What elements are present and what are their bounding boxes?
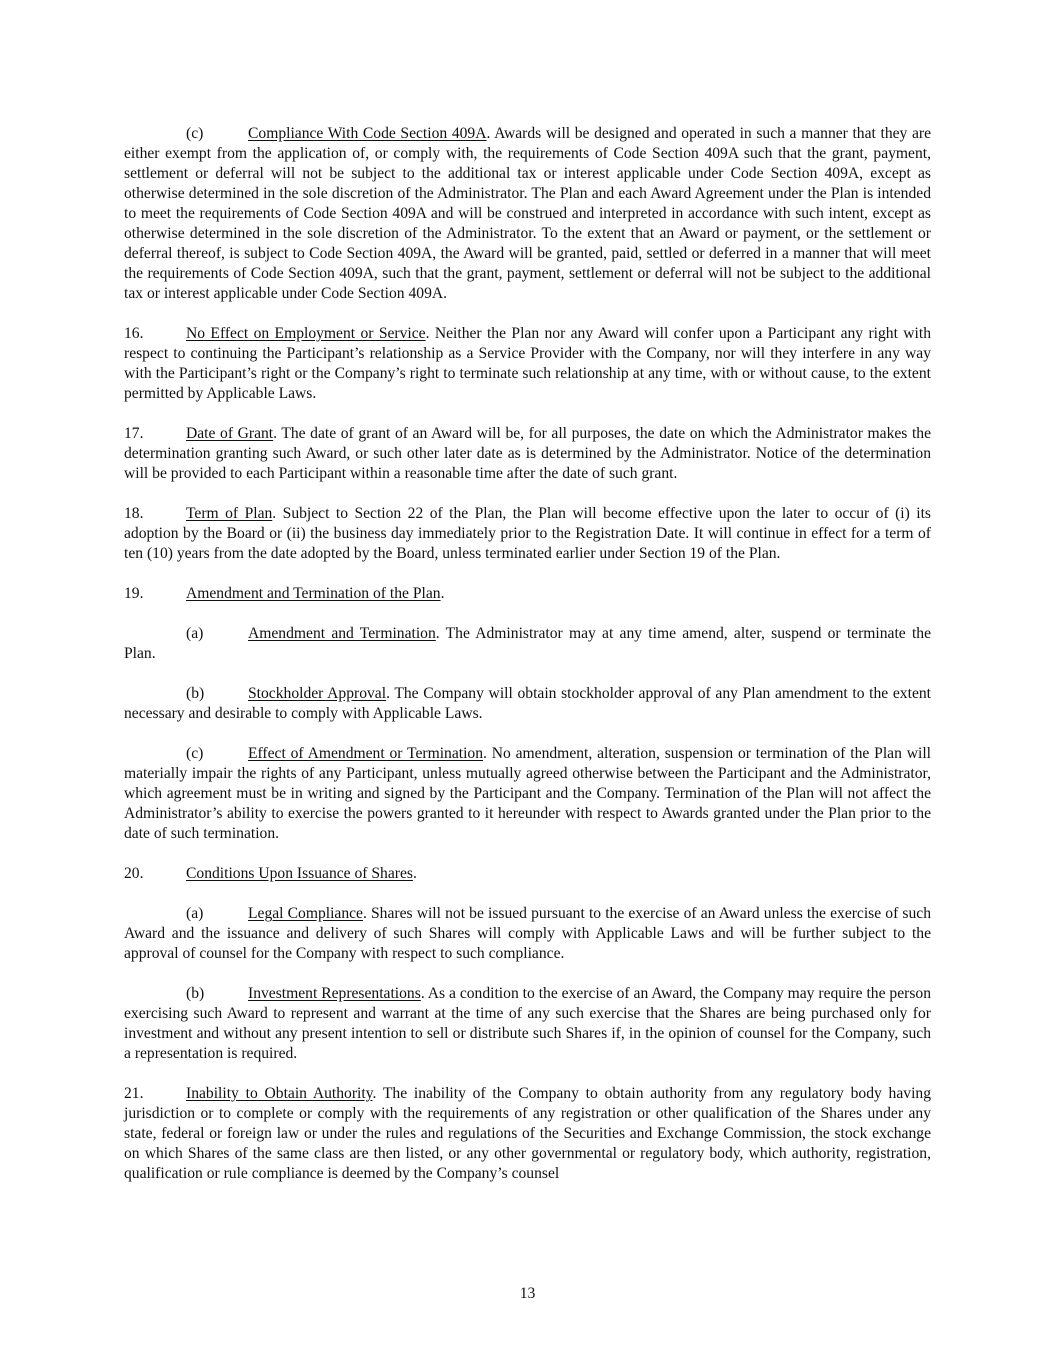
section-heading: Legal Compliance: [248, 905, 363, 922]
section-text: . As a condition to the exercise of an Award, the Company may require the person exercising such Award to represent and warrant at the time of any such exercise that the Shares are being purchased only for investment and without any present intention to sell or distribute such Shares if, in the opinion of counsel for the Company, such a representation is required.: [124, 985, 931, 1062]
section-number: (c): [186, 125, 204, 142]
section-heading: Investment Representations: [248, 985, 421, 1002]
section-heading: Amendment and Termination of the Plan: [186, 585, 441, 602]
section-number: (c): [186, 745, 204, 762]
section-text: . Awards will be designed and operated in such a manner that they are either exempt from the application of, or comply with, the requirements of Code Section 409A such that the grant, payment, settlement or deferral will not be subject to the additional tax or interest applicable under Code Section 409A, except as otherwise determined in the sole discretion of the Administrator. The Plan and each Award Agreement under the Plan is intended to meet the requirements of Code Section 409A and will be construed and interpreted in accordance with such intent, except as otherwise determined in the sole discretion of the Administrator. To the extent that an Award or payment, or the settlement or deferral thereof, is subject to Code Section 409A, the Award will be granted, paid, settled or deferred in a manner that will meet the requirements of Code Section 409A, such that the grant, payment, settlement or deferral will not be subject to the additional tax or interest applicable under Code Section 409A.: [124, 125, 931, 302]
section-15c-paragraph: [124, 124, 931, 304]
section-text: . The inability of the Company to obtain authority from any regulatory body having jurisdiction or to complete or comply with the requirements of any registration or other qualification of the Shares under any state, federal or foreign law or under the rules and regulations of the Securities and Exchange Commission, the stock exchange on which Shares of the same class are then listed, or any other governmental or regulatory body, which authority, registration, qualification or rule compliance is deemed by the Company’s counsel: [124, 1085, 931, 1182]
section-text: . The Company will obtain stockholder approval of any Plan amendment to the extent necessary and desirable to comply with Applicable Laws.: [124, 685, 931, 722]
section-heading: Inability to Obtain Authority: [186, 1085, 373, 1102]
section-number: (b): [186, 685, 205, 702]
section-text: .: [412, 865, 417, 882]
section-number: (a): [186, 905, 204, 922]
section-text: . The Administrator may at any time amend, alter, suspend or terminate the Plan.: [124, 625, 932, 662]
page-number: 13: [519, 1285, 536, 1302]
section-20a-paragraph: [124, 904, 931, 964]
section-19-heading: [124, 584, 931, 604]
section-number: 17.: [124, 425, 144, 442]
section-21-paragraph: [124, 1084, 931, 1184]
document-page: [124, 124, 931, 1204]
section-number: (b): [186, 985, 205, 1002]
section-number: 18.: [124, 505, 144, 522]
section-heading: Effect of Amendment or Termination: [248, 745, 484, 762]
section-text: . Neither the Plan nor any Award will confer upon a Participant any right with respect to continuing the Participant’s relationship as a Service Provider with the Company, nor will they interfere in any way with the Participant’s right or the Company’s right to terminate such relationship at any time, with or without cause, to the extent permitted by Applicable Laws.: [124, 325, 931, 402]
section-19b-paragraph: [124, 684, 931, 724]
section-text: . Shares will not be issued pursuant to the exercise of an Award unless the exercise of such Award and the issuance and delivery of such Shares will comply with Applicable Laws and will be further subject to the approval of counsel for the Company with respect to such compliance.: [124, 905, 932, 962]
section-number: 16.: [124, 325, 144, 342]
section-text: . Subject to Section 22 of the Plan, the Plan will become effective upon the later to occur of (i) its adoption by the Board or (ii) the business day immediately prior to the Registration Date. It will continue in effect for a term of ten (10) years from the date adopted by the Board, unless terminated earlier under Section 19 of the Plan.: [124, 505, 931, 562]
section-text: . The date of grant of an Award will be, for all purposes, the date on which the Administrator makes the determination granting such Award, or such other later date as is determined by the Administrator. Notice of the determination will be provided to each Participant within a reasonable time after the date of such grant.: [124, 425, 931, 482]
section-number: 19.: [124, 585, 144, 602]
section-heading: No Effect on Employment or Service: [186, 325, 426, 342]
section-heading: Amendment and Termination: [248, 625, 436, 642]
section-number: 21.: [124, 1085, 144, 1102]
section-number: (a): [186, 625, 204, 642]
section-16-paragraph: [124, 324, 931, 404]
section-18-paragraph: [124, 504, 931, 564]
section-20b-paragraph: [124, 984, 931, 1064]
section-heading: Conditions Upon Issuance of Shares: [186, 865, 413, 882]
section-heading: Term of Plan: [186, 505, 273, 522]
section-heading: Date of Grant: [186, 425, 274, 442]
section-19a-paragraph: [124, 624, 931, 664]
section-heading: Stockholder Approval: [248, 685, 387, 702]
section-text: .: [440, 585, 445, 602]
section-heading: Compliance With Code Section 409A: [248, 125, 487, 142]
section-text: . No amendment, alteration, suspension or termination of the Plan will materially impair the rights of any Participant, unless mutually agreed otherwise between the Participant and the Administrator, which agreement must be in writing and signed by the Participant and the Company. Termination of the Plan will not affect the Administrator’s ability to exercise the powers granted to it hereunder with respect to Awards granted under the Plan prior to the date of such termination.: [124, 745, 931, 842]
section-17-paragraph: [124, 424, 931, 484]
section-19c-paragraph: [124, 744, 931, 844]
section-number: 20.: [124, 865, 144, 882]
section-20-heading: [124, 864, 931, 884]
